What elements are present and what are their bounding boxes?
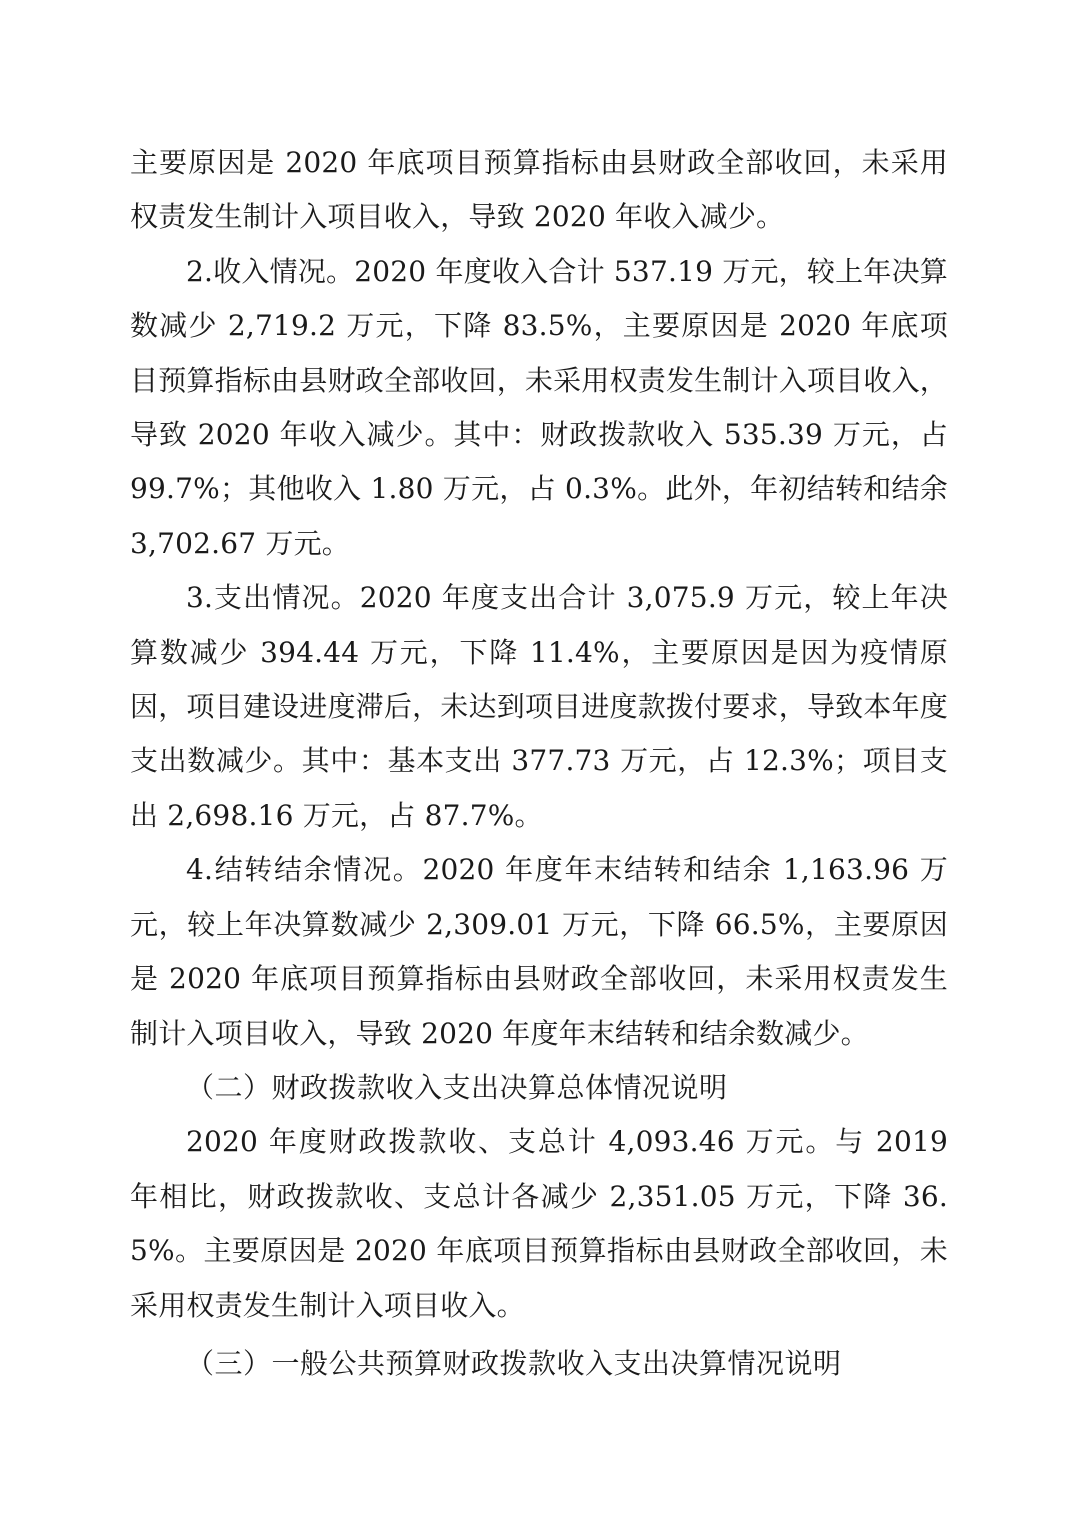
paragraph-continuation: 主要原因是 2020 年底项目预算指标由县财政全部收回，未采用权责发生制计入项目收入，导致 2020 年收入减少。 xyxy=(130,146,948,234)
paragraph-fiscal-appropriation: 2020 年度财政拨款收、支总计 4,093.46 万元。与 2019 年相比，财政拨款收、支总计各减少 2,351.05 万元，下降 36.5%。主要原因是 2020 年底项目预算指标由县财政全部收回，未采用权责发生制计入项目收入。 xyxy=(130,1125,948,1322)
document-body xyxy=(130,136,948,1391)
paragraph-carryover: 4.结转结余情况。2020 年度年末结转和结余 1,163.96 万元，较上年决算数减少 2,309.01 万元，下降 66.5%，主要原因是 2020 年底项目预算指标由县财政全部收回，未采用权责发生制计入项目收入，导致 2020 年度年末结转和结余数减少。 xyxy=(130,853,948,1050)
section-heading-fiscal-appropriation: （二）财政拨款收入支出决算总体情况说明 xyxy=(186,1070,728,1104)
paragraph-expenditure: 3.支出情况。2020 年度支出合计 3,075.9 万元，较上年决算数减少 394.44 万元，下降 11.4%，主要原因是因为疫情原因，项目建设进度滞后，未达到项目进度款拨付要求，导致本年度支出数减少。其中：基本支出 377.73 万元，占 12.3%；项目支出 2,698.16 万元，占 87.7%。 xyxy=(130,581,948,832)
section-heading-general-public-budget: （三）一般公共预算财政拨款收入支出决算情况说明 xyxy=(186,1346,842,1380)
paragraph-income: 2.收入情况。2020 年度收入合计 537.19 万元，较上年决算数减少 2,719.2 万元，下降 83.5%，主要原因是 2020 年底项目预算指标由县财政全部收回，未采用权责发生制计入项目收入，导致 2020 年收入减少。其中：财政拨款收入 535.39 万元，占 99.7%；其他收入 1.80 万元，占 0.3%。此外，年初结转和结余 3,702.67 万元。 xyxy=(130,254,948,560)
